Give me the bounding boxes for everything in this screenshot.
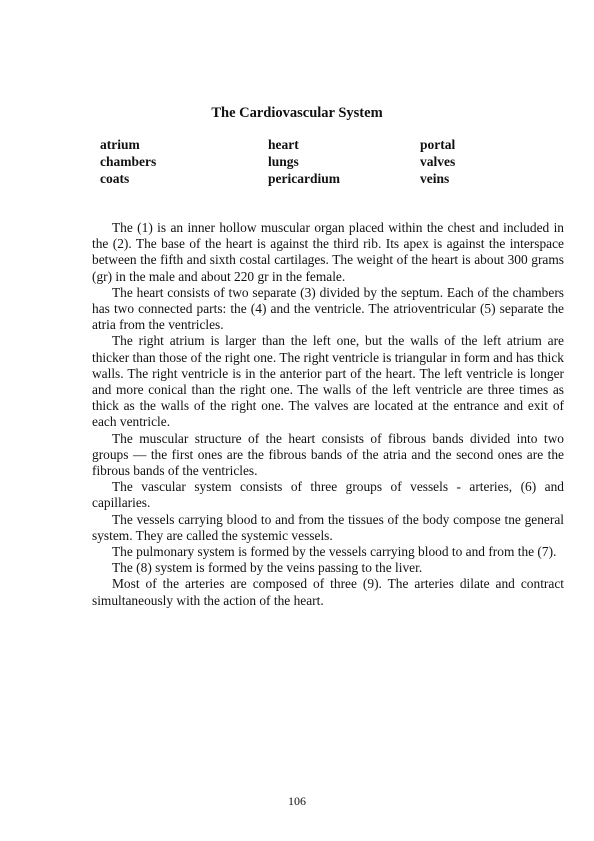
body-text [92, 220, 564, 609]
word-bank-column-3 [420, 136, 455, 187]
paragraph: The pulmonary system is formed by the vessels carrying blood to and from the (7). [112, 544, 557, 560]
word-bank-item: veins [420, 171, 450, 186]
word-bank-item: atrium [100, 137, 140, 152]
word-bank-item: coats [100, 171, 130, 186]
paragraph: The muscular structure of the heart consists of fibrous bands divided into two groups — the first ones are the fibrous bands of the atria and the second ones are the fibrous bands of the ventricles. [92, 430, 564, 479]
paragraph: The (8) system is formed by the veins passing to the liver. [112, 560, 423, 576]
paragraph: Most of the arteries are composed of three (9). The arteries dilate and contract simultaneously with the action of the heart. [92, 576, 564, 608]
word-bank-item: portal [420, 137, 456, 152]
word-bank-item: valves [420, 154, 456, 169]
word-bank-item: pericardium [268, 171, 340, 186]
word-bank-item: lungs [268, 154, 299, 169]
paragraph: The heart consists of two separate (3) divided by the septum. Each of the chambers has two connected parts: the (4) and the ventricle. The atrioventricular (5) separate the atria from the ventricles. [92, 284, 564, 333]
paragraph: The right atrium is larger than the left one, but the walls of the left atrium are thicker than those of the right one. The right ventricle is triangular in form and has thick walls. The right ventricle is in the anterior part of the heart. The left ventricle is longer and more conical than the right one. The walls of the left ventricle are three times as thick as the walls of the right one. The valves are located at the entrance and exit of each ventricle. [92, 333, 564, 430]
paragraph: The (1) is an inner hollow muscular organ placed within the chest and included in the (2). The base of the heart is against the third rib. Its apex is against the interspace between the fifth and sixth costal cartilages. The weight of the heart is about 300 grams (gr) in the male and about 220 gr in the female. [92, 220, 564, 284]
word-bank [100, 136, 500, 190]
paragraph: The vessels carrying blood to and from the tissues of the body compose tne general system. They are called the systemic vessels. [92, 511, 564, 543]
page-title: The Cardiovascular System [211, 105, 383, 121]
word-bank-column-2 [268, 136, 340, 187]
paragraph: The vascular system consists of three groups of vessels - arteries, (6) and capillaries. [92, 479, 564, 511]
word-bank-item: chambers [100, 154, 157, 169]
page-number: 106 [288, 794, 306, 808]
word-bank-column-1 [100, 136, 156, 187]
word-bank-item: heart [268, 137, 299, 152]
